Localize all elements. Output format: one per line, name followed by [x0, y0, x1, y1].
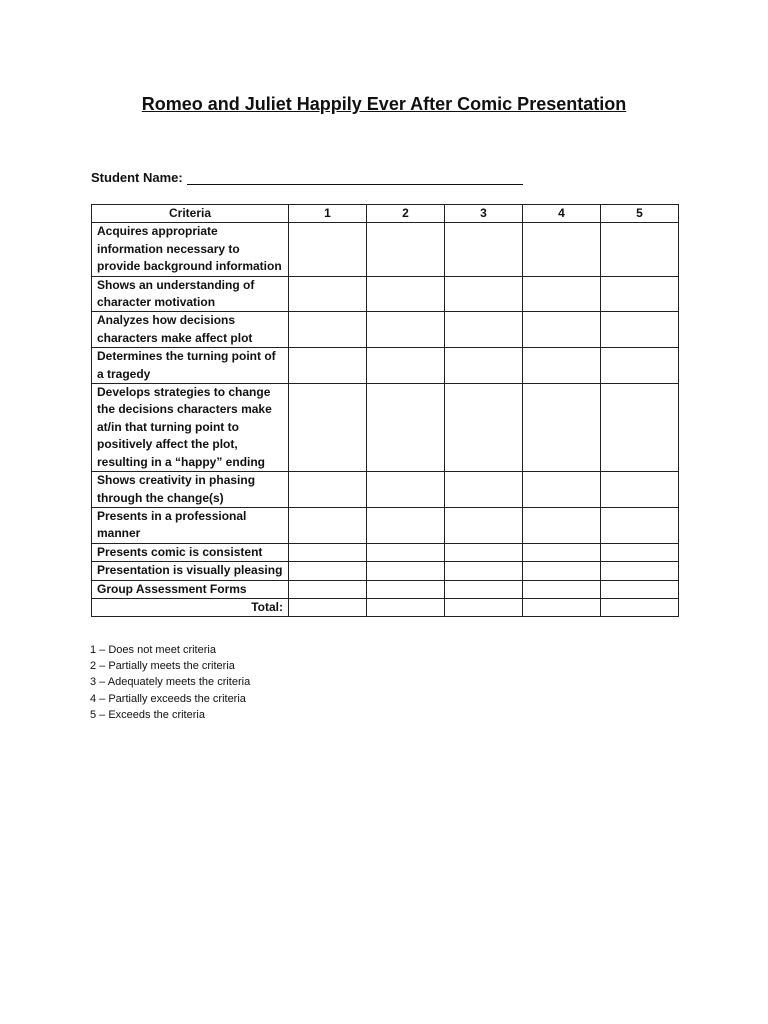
criterion-cell: Acquires appropriate information necessary to provide background information: [92, 223, 289, 276]
score-cell: [445, 276, 523, 312]
score-cell: [367, 348, 445, 384]
score-cell: [367, 543, 445, 561]
criterion-cell: Group Assessment Forms: [92, 580, 289, 598]
score-cell: [367, 580, 445, 598]
score-cell: [601, 276, 679, 312]
criteria-header: Criteria: [92, 205, 289, 223]
score-cell: [601, 580, 679, 598]
student-name-row: [91, 170, 523, 185]
total-label: Total:: [92, 598, 289, 616]
score-cell: [523, 472, 601, 508]
rubric-header-row: [92, 205, 679, 223]
score-header: 5: [601, 205, 679, 223]
table-row: [92, 472, 679, 508]
score-cell: [367, 223, 445, 276]
score-cell: [367, 312, 445, 348]
score-cell: [289, 312, 367, 348]
legend-item: 4 – Partially exceeds the criteria: [90, 692, 246, 705]
criterion-cell: Analyzes how decisions characters make affect plot: [92, 312, 289, 348]
score-cell: [289, 472, 367, 508]
legend-item: 3 – Adequately meets the criteria: [90, 676, 251, 689]
criterion-cell: Presents comic is consistent: [92, 543, 289, 561]
score-cell: [445, 384, 523, 472]
rubric-table: [91, 204, 679, 617]
total-score-cell: [367, 598, 445, 616]
score-cell: [445, 472, 523, 508]
total-score-cell: [289, 598, 367, 616]
page-title: Romeo and Juliet Happily Ever After Comic Presentation: [141, 94, 627, 114]
score-cell: [523, 223, 601, 276]
score-cell: [523, 384, 601, 472]
legend-item: 5 – Exceeds the criteria: [90, 708, 205, 721]
score-cell: [445, 507, 523, 543]
table-row: [92, 580, 679, 598]
score-cell: [289, 507, 367, 543]
score-cell: [523, 312, 601, 348]
total-score-cell: [523, 598, 601, 616]
criterion-cell: Determines the turning point of a tragedy: [92, 348, 289, 384]
score-cell: [289, 348, 367, 384]
score-cell: [601, 312, 679, 348]
score-cell: [523, 543, 601, 561]
score-cell: [289, 543, 367, 561]
score-cell: [601, 507, 679, 543]
criterion-cell: Presents in a professional manner: [92, 507, 289, 543]
table-row: [92, 276, 679, 312]
score-header: 1: [289, 205, 367, 223]
score-cell: [601, 384, 679, 472]
score-cell: [445, 562, 523, 580]
total-score-cell: [445, 598, 523, 616]
score-cell: [523, 276, 601, 312]
score-cell: [289, 276, 367, 312]
score-cell: [367, 276, 445, 312]
score-cell: [601, 223, 679, 276]
score-cell: [601, 348, 679, 384]
score-cell: [289, 580, 367, 598]
table-row: [92, 312, 679, 348]
score-cell: [367, 562, 445, 580]
score-cell: [523, 580, 601, 598]
score-header: 3: [445, 205, 523, 223]
criterion-cell: Presentation is visually pleasing: [92, 562, 289, 580]
score-cell: [523, 507, 601, 543]
score-header: 4: [523, 205, 601, 223]
legend-item: 2 – Partially meets the criteria: [90, 660, 235, 673]
score-cell: [289, 384, 367, 472]
score-cell: [445, 312, 523, 348]
score-cell: [289, 223, 367, 276]
score-cell: [601, 543, 679, 561]
scoring-legend: [90, 642, 250, 723]
score-cell: [523, 348, 601, 384]
score-cell: [289, 562, 367, 580]
score-cell: [367, 472, 445, 508]
score-cell: [601, 562, 679, 580]
score-cell: [601, 472, 679, 508]
table-row: [92, 562, 679, 580]
table-row: [92, 507, 679, 543]
score-cell: [523, 562, 601, 580]
criterion-cell: Shows an understanding of character motivation: [92, 276, 289, 312]
score-cell: [445, 580, 523, 598]
table-row: [92, 543, 679, 561]
score-header: 2: [367, 205, 445, 223]
legend-item: 1 – Does not meet criteria: [90, 644, 216, 656]
table-row: [92, 348, 679, 384]
criterion-cell: Develops strategies to change the decisions characters make at/in that turning point to positively affect the plot, resulting in a “happy” ending: [92, 384, 289, 472]
score-cell: [367, 384, 445, 472]
score-cell: [445, 348, 523, 384]
total-row: [92, 598, 679, 616]
student-name-label: Student Name:: [91, 170, 183, 185]
student-name-blank-line: [187, 170, 523, 185]
table-row: [92, 223, 679, 276]
total-score-cell: [601, 598, 679, 616]
score-cell: [445, 543, 523, 561]
criterion-cell: Shows creativity in phasing through the change(s): [92, 472, 289, 508]
score-cell: [367, 507, 445, 543]
score-cell: [445, 223, 523, 276]
table-row: [92, 384, 679, 472]
